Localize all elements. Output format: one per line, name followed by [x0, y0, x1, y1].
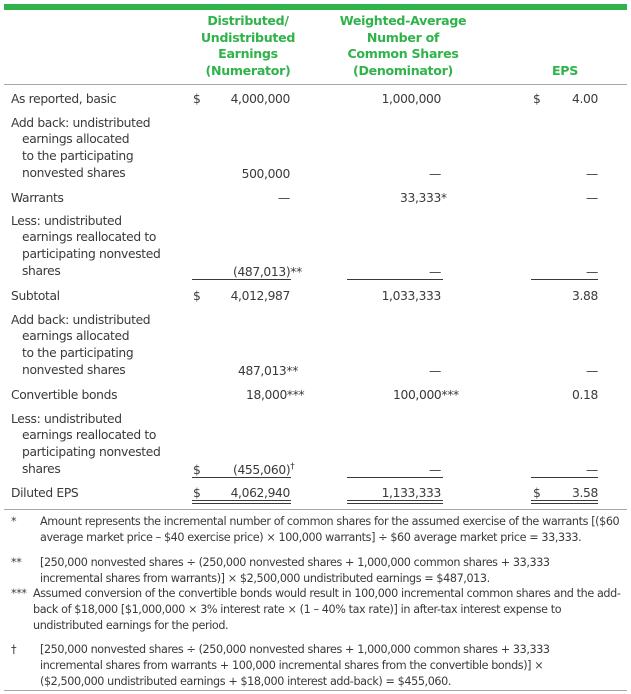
numerator-value: 500,000: [241, 167, 290, 181]
header-numerator-line: Undistributed: [200, 29, 296, 45]
label-line: Add back: undistributed: [11, 313, 151, 327]
eps-value: 3.58: [572, 486, 598, 500]
denominator-value: —: [429, 167, 441, 181]
row-label-warrants: Warrants: [11, 191, 64, 205]
double-underline: [531, 500, 598, 504]
underline: [531, 279, 598, 280]
currency-symbol: $: [193, 486, 201, 500]
footnote-mark: **: [11, 556, 22, 569]
numerator-value: 4,000,000: [230, 92, 290, 106]
currency-symbol: $: [533, 92, 541, 106]
denominator-value: 1,000,000: [381, 92, 441, 106]
row-label-less-reallocated: [11, 213, 160, 280]
header-rule: [4, 84, 627, 85]
header-eps: EPS: [551, 63, 578, 78]
eps-value: —: [586, 167, 598, 181]
footnote: [11, 586, 621, 636]
footnote-mark: †: [11, 643, 17, 656]
header-numerator: [186, 13, 310, 79]
denominator-value: 100,000***: [393, 388, 459, 402]
header-numerator-line: (Numerator): [205, 62, 291, 78]
denominator-value: —: [429, 463, 441, 477]
label-line: participating nonvested: [22, 445, 161, 459]
footnote-text: Assumed conversion of the convertible bonds would result in 100,000 incremental common shares and the add-back of $18,000 [$1,000,000 × 3% interest rate × (1 – 40% tax rate)] in after-tax interest expense to undistributed earnings for the period.: [33, 587, 621, 632]
currency-symbol: $: [533, 486, 541, 500]
label-line: Add back: undistributed: [11, 116, 151, 130]
header-numerator-line: Distributed/: [207, 13, 289, 28]
eps-value: 3.88: [572, 289, 598, 303]
footnote-mark: †: [290, 461, 295, 472]
header-denominator-line: Number of: [366, 29, 440, 45]
eps-value: —: [586, 364, 598, 378]
currency-symbol: $: [193, 463, 201, 477]
row-label-addback: [11, 312, 150, 379]
numerator-amount: (455,060): [233, 463, 291, 477]
header-denominator: [333, 13, 473, 79]
label-line: nonvested shares: [22, 166, 126, 180]
footnote: [11, 642, 621, 692]
numerator-value: 487,013**: [238, 364, 298, 378]
label-line: earnings allocated: [22, 329, 130, 343]
footnote-text: [250,000 nonvested shares ÷ (250,000 nonvested shares + 1,000,000 common shares + 33,333 incremental shares from warrants + 100,000 incremental shares from the convertible bonds)] × ($2,500,000 undistributed earnings + $18,000 interest add-back) = $455,060.: [40, 643, 550, 688]
underline: [192, 477, 291, 478]
underline: [347, 279, 443, 280]
label-line: shares: [22, 264, 61, 278]
table-bottom-rule: [4, 509, 627, 510]
underline: [531, 477, 598, 478]
row-label-as-reported: As reported, basic: [11, 92, 117, 106]
numerator-value: [233, 264, 302, 280]
numerator-value: 18,000***: [246, 388, 305, 402]
footnote: [11, 514, 621, 548]
double-underline: [192, 500, 291, 504]
numerator-amount: (487,013): [233, 265, 291, 279]
bottom-rule: [4, 690, 627, 691]
footnote-mark: *: [11, 515, 17, 528]
double-underline: [347, 500, 443, 504]
header-denominator-line: Weighted-Average: [339, 13, 467, 28]
currency-symbol: $: [193, 92, 201, 106]
row-label-diluted-eps: Diluted EPS: [11, 486, 79, 500]
row-label-addback: [11, 115, 150, 182]
denominator-value: —: [429, 364, 441, 378]
label-line: earnings reallocated to: [22, 230, 157, 244]
row-label-convertible-bonds: Convertible bonds: [11, 388, 118, 402]
row-label-subtotal: Subtotal: [11, 289, 60, 303]
numerator-value: [233, 462, 294, 478]
row-label-less-reallocated: [11, 411, 160, 478]
label-line: shares: [22, 462, 61, 476]
denominator-value: 33,333*: [400, 191, 447, 205]
numerator-value: —: [278, 191, 290, 205]
footnote-mark: **: [290, 265, 302, 279]
label-line: to the participating: [22, 346, 134, 360]
eps-value: —: [586, 265, 598, 279]
eps-value: 0.18: [572, 388, 598, 402]
denominator-value: 1,033,333: [381, 289, 441, 303]
numerator-value: 4,062,940: [230, 486, 290, 500]
header-accent-bar: [4, 4, 627, 10]
header-numerator-line: Earnings: [218, 46, 278, 61]
label-line: to the participating: [22, 149, 134, 163]
label-line: earnings reallocated to: [22, 428, 157, 442]
footnote-mark: ***: [11, 587, 27, 600]
label-line: earnings allocated: [22, 132, 130, 146]
header-denominator-line: Common Shares: [347, 46, 459, 61]
currency-symbol: $: [193, 289, 201, 303]
denominator-value: —: [429, 265, 441, 279]
eps-value: 4.00: [572, 92, 598, 106]
numerator-value: 4,012,987: [230, 289, 290, 303]
header-denominator-line: (Denominator): [352, 62, 453, 78]
label-line: Less: undistributed: [11, 412, 122, 426]
footnote: [11, 555, 621, 589]
underline: [347, 477, 443, 478]
label-line: Less: undistributed: [11, 214, 122, 228]
underline: [192, 279, 291, 280]
denominator-value: 1,133,333: [381, 486, 441, 500]
footnote-text: [250,000 nonvested shares ÷ (250,000 nonvested shares + 1,000,000 common shares + 33,333 incremental shares from warrants)] × $2,500,000 undistributed earnings = $487,013.: [40, 556, 550, 585]
label-line: participating nonvested: [22, 247, 161, 261]
footnote-text: Amount represents the incremental number of common shares for the assumed exercise of the warrants [($60 average market price – $40 exercise price) × 100,000 warrants] ÷ $60 average market price = 33,333.: [40, 515, 620, 544]
eps-value: —: [586, 463, 598, 477]
eps-value: —: [586, 191, 598, 205]
label-line: nonvested shares: [22, 363, 126, 377]
